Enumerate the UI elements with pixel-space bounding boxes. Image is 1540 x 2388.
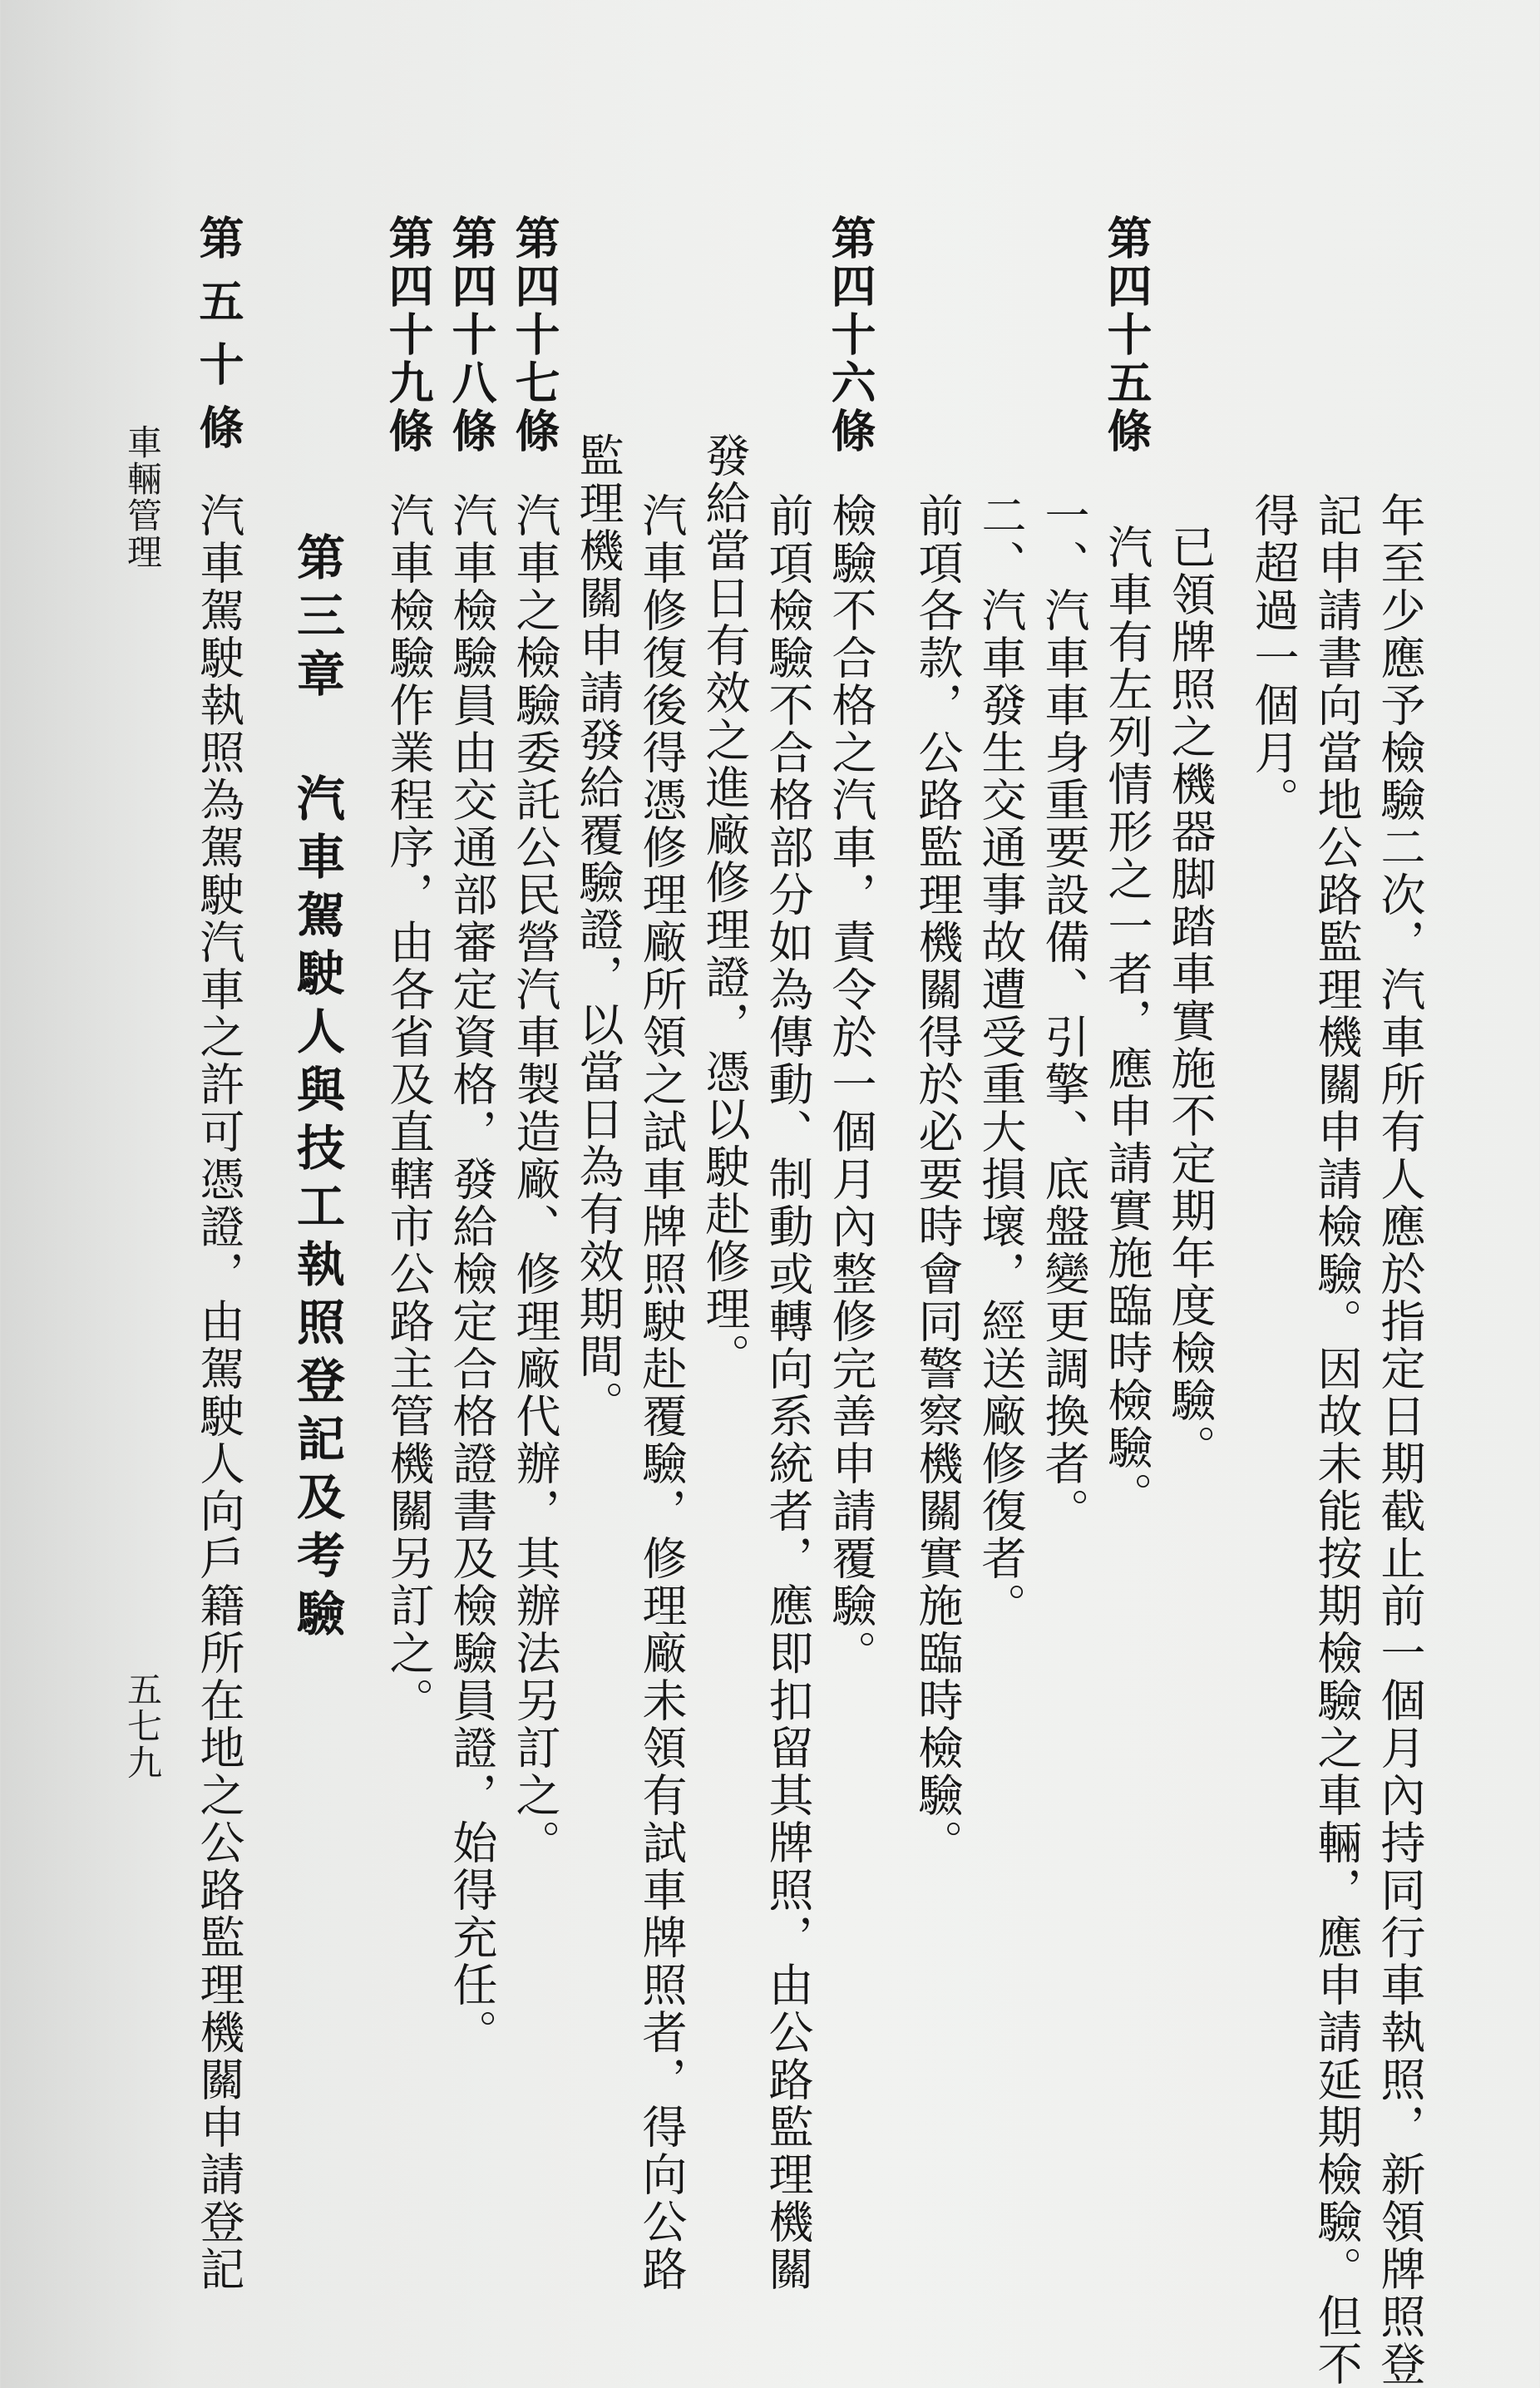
text-line-8: 前項各款，公路監理機關得於必要時會同警察機關實施臨時檢驗。: [911, 492, 964, 1867]
article-45-label: 第四十五條: [1100, 215, 1153, 456]
text-line-13: 監理機關申請發給覆驗證，以當日為有效期間。: [572, 432, 624, 1428]
text-line-3: 得超過一個月。: [1247, 492, 1300, 824]
article-50-label: 第五十條: [192, 215, 245, 467]
running-head: 車輛管理: [122, 424, 163, 570]
text-line-1: 年至少應予檢驗二次，汽車所有人應於指定日期截止前一個月內持同行車執照，新領牌照登: [1374, 492, 1426, 2388]
text-line-4: 已領牌照之機器脚踏車實施不定期年度檢驗。: [1164, 524, 1217, 1472]
article-47-label: 第四十七條: [508, 215, 561, 456]
text-line-17: 汽車駕駛執照為駕駛汽車之許可憑證，由駕駛人向戶籍所在地之公路監理機關申請登記: [193, 492, 245, 2293]
text-line-10: 前項檢驗不合格部分如為傳動、制動或轉向系統者，應即扣留其牌照，由公路監理機關: [762, 492, 814, 2293]
chapter-title: 汽車駕駛人與技工執照登記及考驗: [289, 773, 345, 1646]
text-line-12: 汽車修復後得憑修理廠所領之試車牌照駛赴覆驗，修理廠未領有試車牌照者，得向公路: [635, 492, 688, 2293]
text-line-15: 汽車檢驗員由交通部審定資格，發給檢定合格證書及檢驗員證，始得充任。: [446, 492, 498, 2056]
text-line-2: 記申請書向當地公路監理機關申請檢驗。因故未能按期檢驗之車輛，應申請延期檢驗。但不: [1310, 492, 1363, 2388]
text-line-7: 二、汽車發生交通事故遭受重大損壞，經送廠修復者。: [975, 492, 1027, 1630]
chapter-number: 第三章: [289, 532, 345, 707]
page-number: 五七九: [122, 1671, 163, 1781]
text-line-14: 汽車之檢驗委託公民營汽車製造廠、修理廠代辦，其辦法另訂之。: [509, 492, 561, 1867]
text-line-6: 一、汽車車身重要設備、引擎、底盤變更調換者。: [1038, 492, 1090, 1535]
text-line-16: 汽車檢驗作業程序，由各省及直轄市公路主管機關另訂之。: [383, 492, 435, 1724]
text-line-9: 檢驗不合格之汽車，責令於一個月內整修完善申請覆驗。: [825, 492, 877, 1677]
text-line-5: 汽車有左列情形之一者，應申請實施臨時檢驗。: [1101, 524, 1153, 1519]
article-49-label: 第四十九條: [382, 215, 435, 456]
text-line-11: 發給當日有效之進廠修理證，憑以駛赴修理。: [698, 432, 751, 1380]
article-48-label: 第四十八條: [445, 215, 498, 456]
article-46-label: 第四十六條: [824, 215, 877, 456]
